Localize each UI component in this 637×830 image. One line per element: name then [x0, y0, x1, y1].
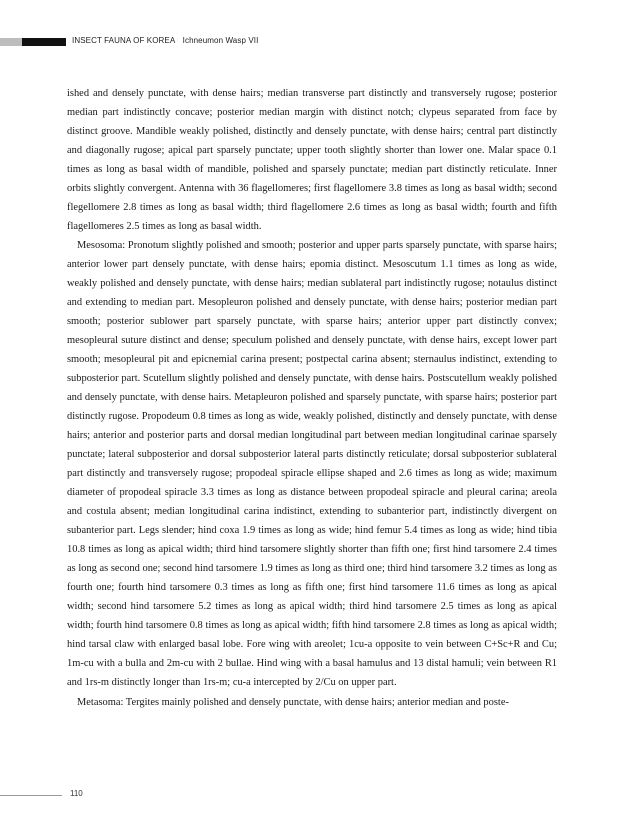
footer-rule — [0, 795, 62, 796]
paragraph-mesosoma: Mesosoma: Pronotum slightly polished and smooth; posterior and upper parts sparsely punctate, with sparse hairs; anterior lower part densely punctate, with dense hairs; epomia distinct. Mesoscutum 1.1 times as long as wide, weakly polished and densely punctate, with dense hairs; median sublateral part indistinctly rugose; notaulus distinct and extending to median part. Mesopleuron polished and densely punctate, with dense hairs; posterior median part smooth; posterior sublower part sparsely punctate, with sparse hairs; anterior upper part distinctly convex; mesopleural suture distinct and dense; speculum polished and densely punctate, with dense hairs, except lower part smooth; mesopleural pit and epicnemial carina present; postpectal carina absent; sternaulus indistinct, extending to subposterior part. Scutellum slightly polished and densely punctate, with dense hairs. Postscutellum weakly polished and densely punctate, with dense hairs. Metapleuron polished and sparsely punctate, with sparse hairs; posterior part distinctly rugose. Propodeum 0.8 times as long as wide, weakly polished, distinctly and densely punctate, with dense hairs; anterior and posterior parts and dorsal median longitudinal part between median longitudinal carinae sparsely punctate; lateral subposterior and dorsal subposterior lateral parts distinctly reticulate; dorsal subposterior sublateral part distinctly and transversely rugose; propodeal spiracle ellipse shaped and 2.6 times as long as wide; maximum diameter of propodeal spiracle 3.3 times as long as distance between propodeal spiracle and pleural carina; areola and costula absent; median longitudinal carina indistinct, extending to subanterior part, indistinctly divergent on subanterior part. Legs slender; hind coxa 1.9 times as long as wide; hind femur 5.4 times as long as wide; hind tibia 10.8 times as long as apical width; third hind tarsomere slightly shorter than fifth one; first hind tarsomere 2.4 times as long as second one; second hind tarsomere 1.9 times as long as third one; third hind tarsomere 3.2 times as long as fourth one; fourth hind tarsomere 0.3 times as long as fifth one; first hind tarsomere 11.6 times as long as apical width; second hind tarsomere 5.2 times as long as apical width; third hind tarsomere 2.5 times as long as apical width; fourth hind tarsomere 0.8 times as long as apical width; fifth hind tarsomere 2.8 times as long as apical width; hind tarsal claw with enlarged basal lobe. Fore wing with areolet; 1cu-a opposite to vein between C+Sc+R and Cu; 1m-cu with a bulla and 2m-cu with 2 bullae. Hind wing with a basal hamulus and 13 distal hamuli; vein between R1 and 1rs-m distinctly longer than 1rs-m; cu-a intercepted by 2/Cu on upper part. — [67, 240, 557, 689]
running-header — [72, 36, 258, 45]
paragraph-metasoma: Metasoma: Tergites mainly polished and densely punctate, with dense hairs; anterior median and poste- — [77, 696, 509, 708]
volume-title: Ichneumon Wasp VII — [182, 36, 259, 45]
series-title: INSECT FAUNA OF KOREA — [72, 36, 176, 45]
body-text — [67, 84, 557, 712]
page-number: 110 — [70, 789, 83, 798]
header-black-bar — [22, 38, 66, 46]
header-grey-bar — [0, 38, 22, 46]
paragraph-head-continuation: ished and densely punctate, with dense hairs; median transverse part distinctly and transversely rugose; posterior median part indistinctly concave; posterior median margin with distinct notch; clypeus separated from face by distinct groove. Mandible weakly polished, distinctly and densely punctate, with dense hairs; central part distinctly and diagonally rugose; apical part sparsely punctate; upper tooth slightly shorter than lower one. Malar space 0.1 times as long as basal width of mandible, polished and sparsely punctate; median part distinctly reticulate. Inner orbits slightly convergent. Antenna with 36 flagellomeres; first flagellomere 3.8 times as long as basal width; second flegellomere 2.8 times as long as basal width; third flagellomere 2.6 times as long as basal width; fourth and fifth flagellomeres 2.5 times as long as basal width. — [67, 88, 557, 233]
